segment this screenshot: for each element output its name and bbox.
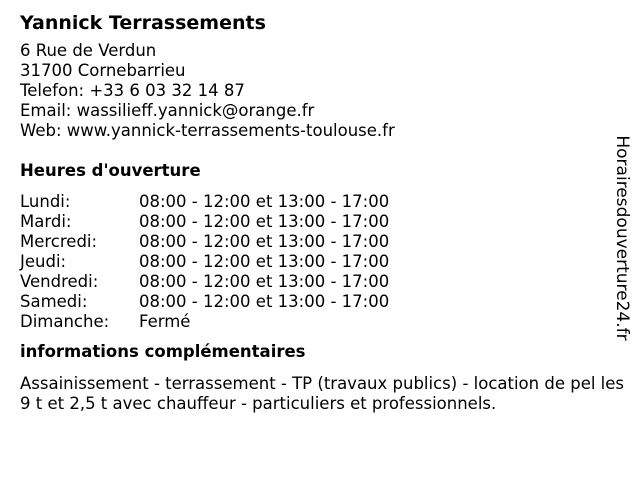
day-label: Mardi:: [20, 212, 72, 231]
day-label: Jeudi:: [20, 252, 67, 271]
day-label: Samedi:: [20, 292, 88, 311]
hours-row: [20, 252, 389, 272]
hours-row: [20, 232, 389, 252]
hours-heading: Heures d'ouverture: [20, 161, 201, 180]
day-label: Lundi:: [20, 192, 71, 211]
business-name: Yannick Terrassements: [20, 12, 266, 34]
day-hours: 08:00 - 12:00 et 13:00 - 17:00: [139, 192, 390, 211]
day-label: Vendredi:: [20, 272, 99, 291]
hours-row: [20, 192, 389, 212]
day-hours: 08:00 - 12:00 et 13:00 - 17:00: [139, 292, 390, 311]
watermark-text: Horairesdouverture24.fr: [612, 135, 632, 341]
info-heading: informations complémentaires: [20, 342, 306, 361]
hours-row: [20, 312, 389, 332]
hours-table: [20, 192, 389, 332]
day-hours: 08:00 - 12:00 et 13:00 - 17:00: [139, 232, 390, 251]
hours-row: [20, 272, 389, 292]
business-card: [20, 10, 632, 414]
phone-line[interactable]: Telefon: +33 6 03 32 14 87: [20, 81, 245, 100]
web-line[interactable]: Web: www.yannick-terrassements-toulouse.fr: [20, 121, 395, 140]
day-hours: Fermé: [139, 312, 191, 331]
day-hours: 08:00 - 12:00 et 13:00 - 17:00: [139, 252, 390, 271]
street-address: 6 Rue de Verdun: [20, 41, 157, 60]
day-label: Dimanche:: [20, 312, 110, 331]
contact-block: [20, 41, 632, 141]
day-label: Mercredi:: [20, 232, 98, 251]
day-hours: 08:00 - 12:00 et 13:00 - 17:00: [139, 272, 390, 291]
hours-row: [20, 212, 389, 232]
email-line[interactable]: Email: wassilieff.yannick@orange.fr: [20, 101, 315, 120]
day-hours: 08:00 - 12:00 et 13:00 - 17:00: [139, 212, 390, 231]
info-text: Assainissement - terrassement - TP (travaux publics) - location de pel les 9 t et 2,5 t avec chauffeur - particuliers et professionnels.: [20, 374, 625, 413]
hours-row: [20, 292, 389, 312]
city-address: 31700 Cornebarrieu: [20, 61, 186, 80]
